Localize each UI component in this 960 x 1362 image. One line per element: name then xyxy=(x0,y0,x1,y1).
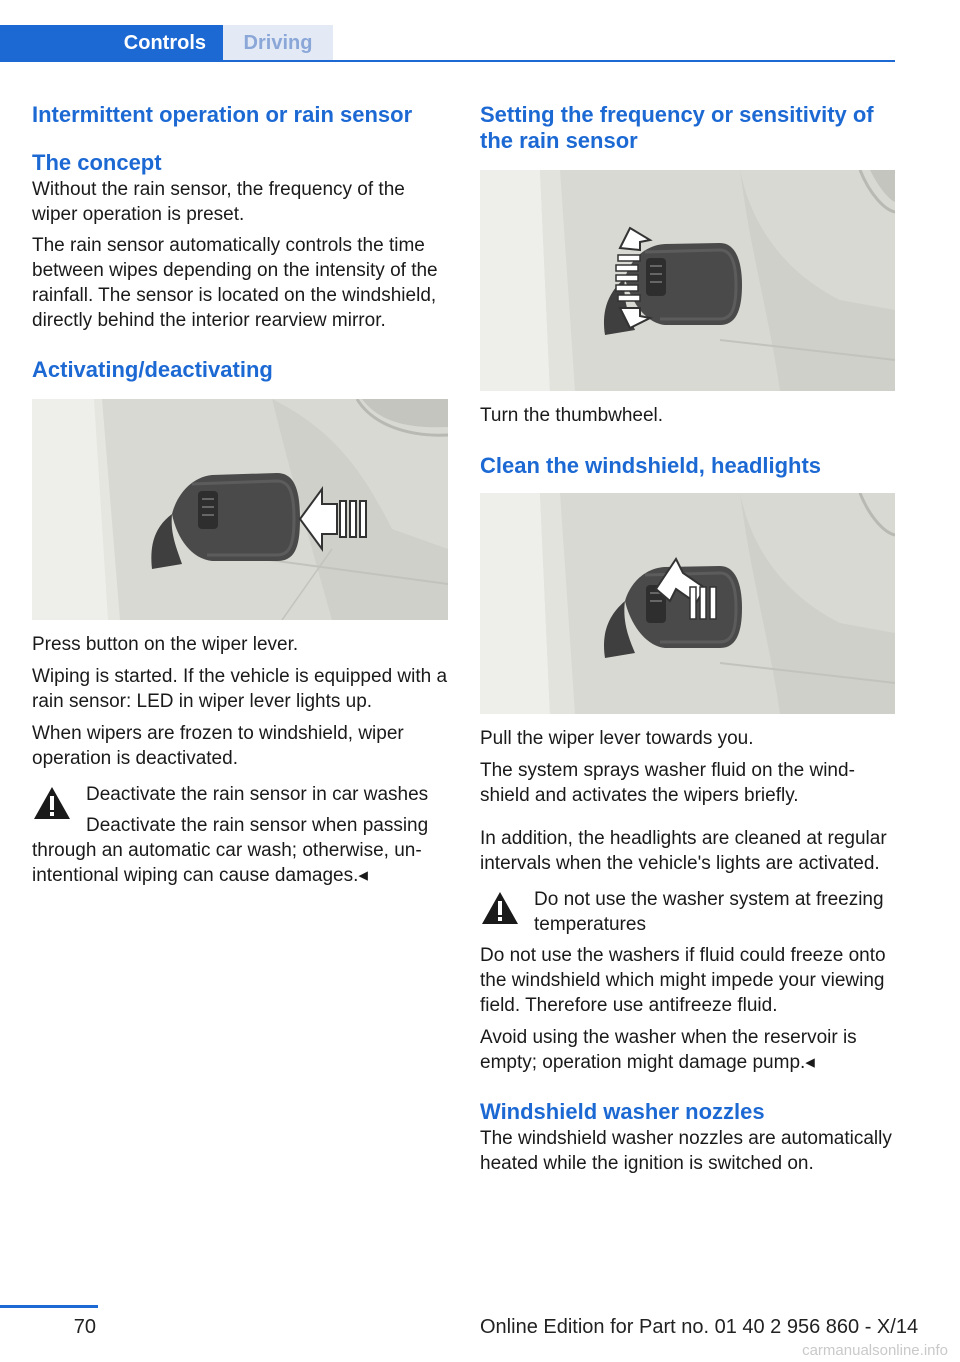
edition-text: Online Edition for Part no. 01 40 2 956 860 - X/14 xyxy=(480,1316,919,1338)
subheading-clean: Clean the windshield, headlights xyxy=(480,453,822,478)
figure-pull-lever xyxy=(480,493,895,714)
pull-lever-illustration xyxy=(480,493,895,714)
right-column xyxy=(480,102,896,1176)
header-rule xyxy=(0,60,895,62)
section-title-intermittent: Intermittent operation or rain sensor xyxy=(32,102,413,127)
footer-rule xyxy=(0,1305,98,1308)
warning-text-freezing: Do not use the washers if fluid could freeze onto the windshield which might impede your viewing field. Therefore use antifreeze fluid. xyxy=(480,945,886,1016)
activating-paragraph-2: Wiping is started. If the vehicle is equipped with a rain sensor: LED in wiper lever lights up. xyxy=(32,666,448,712)
subheading-activating: Activating/deactivating xyxy=(32,357,273,382)
tab-controls[interactable]: Controls xyxy=(0,25,223,61)
thumbwheel-illustration xyxy=(480,170,895,391)
warning-text-car-wash: Deactivate the rain sensor when passing through an automatic car wash; otherwise, unintentional wiping can cause damages.◂ xyxy=(32,815,429,886)
activating-paragraph-1: Press button on the wiper lever. xyxy=(32,634,299,655)
page-number: 70 xyxy=(73,1316,96,1338)
subheading-concept: The concept xyxy=(32,150,162,175)
warning-triangle-icon xyxy=(480,890,520,926)
clean-paragraph-1: Pull the wiper lever towards you. xyxy=(480,728,754,749)
watermark: carmanualsonline.info xyxy=(802,1342,948,1359)
warning-triangle-icon xyxy=(32,785,72,821)
concept-paragraph-1: Without the rain sensor, the frequency of the wiper operation is preset. xyxy=(32,179,405,225)
warning-text-reservoir: Avoid using the washer when the reservoir is empty; operation might damage pump.◂ xyxy=(480,1027,857,1073)
warning-freezing xyxy=(480,887,896,937)
activating-paragraph-3: When wipers are frozen to windshield, wiper operation is deactivated. xyxy=(32,723,404,769)
clean-paragraph-3: In addition, the headlights are cleaned at regular intervals when the vehicle's lights are activated. xyxy=(480,828,887,874)
clean-paragraph-2: The system sprays washer fluid on the windshield and activates the wipers briefly. xyxy=(480,760,855,806)
warning-title-car-wash: Deactivate the rain sensor in car washes xyxy=(86,784,429,805)
wiper-lever-button-illustration xyxy=(32,399,448,620)
subheading-frequency: Setting the frequency or sensitivity of the rain sensor xyxy=(480,102,874,153)
warning-title-freezing: Do not use the washer system at freezing temperatures xyxy=(534,889,884,935)
header-tabs xyxy=(0,25,895,61)
figure-thumbwheel xyxy=(480,170,895,391)
frequency-paragraph-1: Turn the thumbwheel. xyxy=(480,405,664,426)
nozzles-paragraph-1: The windshield washer nozzles are automatically heated while the ignition is switched on. xyxy=(480,1128,892,1174)
figure-wiper-lever-button xyxy=(32,399,448,620)
concept-paragraph-2: The rain sensor automatically controls the time between wipes depending on the intensity of the rainfall. The sensor is located on the windshield, directly behind the interior rearview mirror. xyxy=(32,235,438,331)
warning-car-wash xyxy=(32,782,448,807)
left-column xyxy=(32,102,448,888)
subheading-nozzles: Windshield washer nozzles xyxy=(480,1099,765,1124)
tab-driving[interactable]: Driving xyxy=(223,25,333,61)
